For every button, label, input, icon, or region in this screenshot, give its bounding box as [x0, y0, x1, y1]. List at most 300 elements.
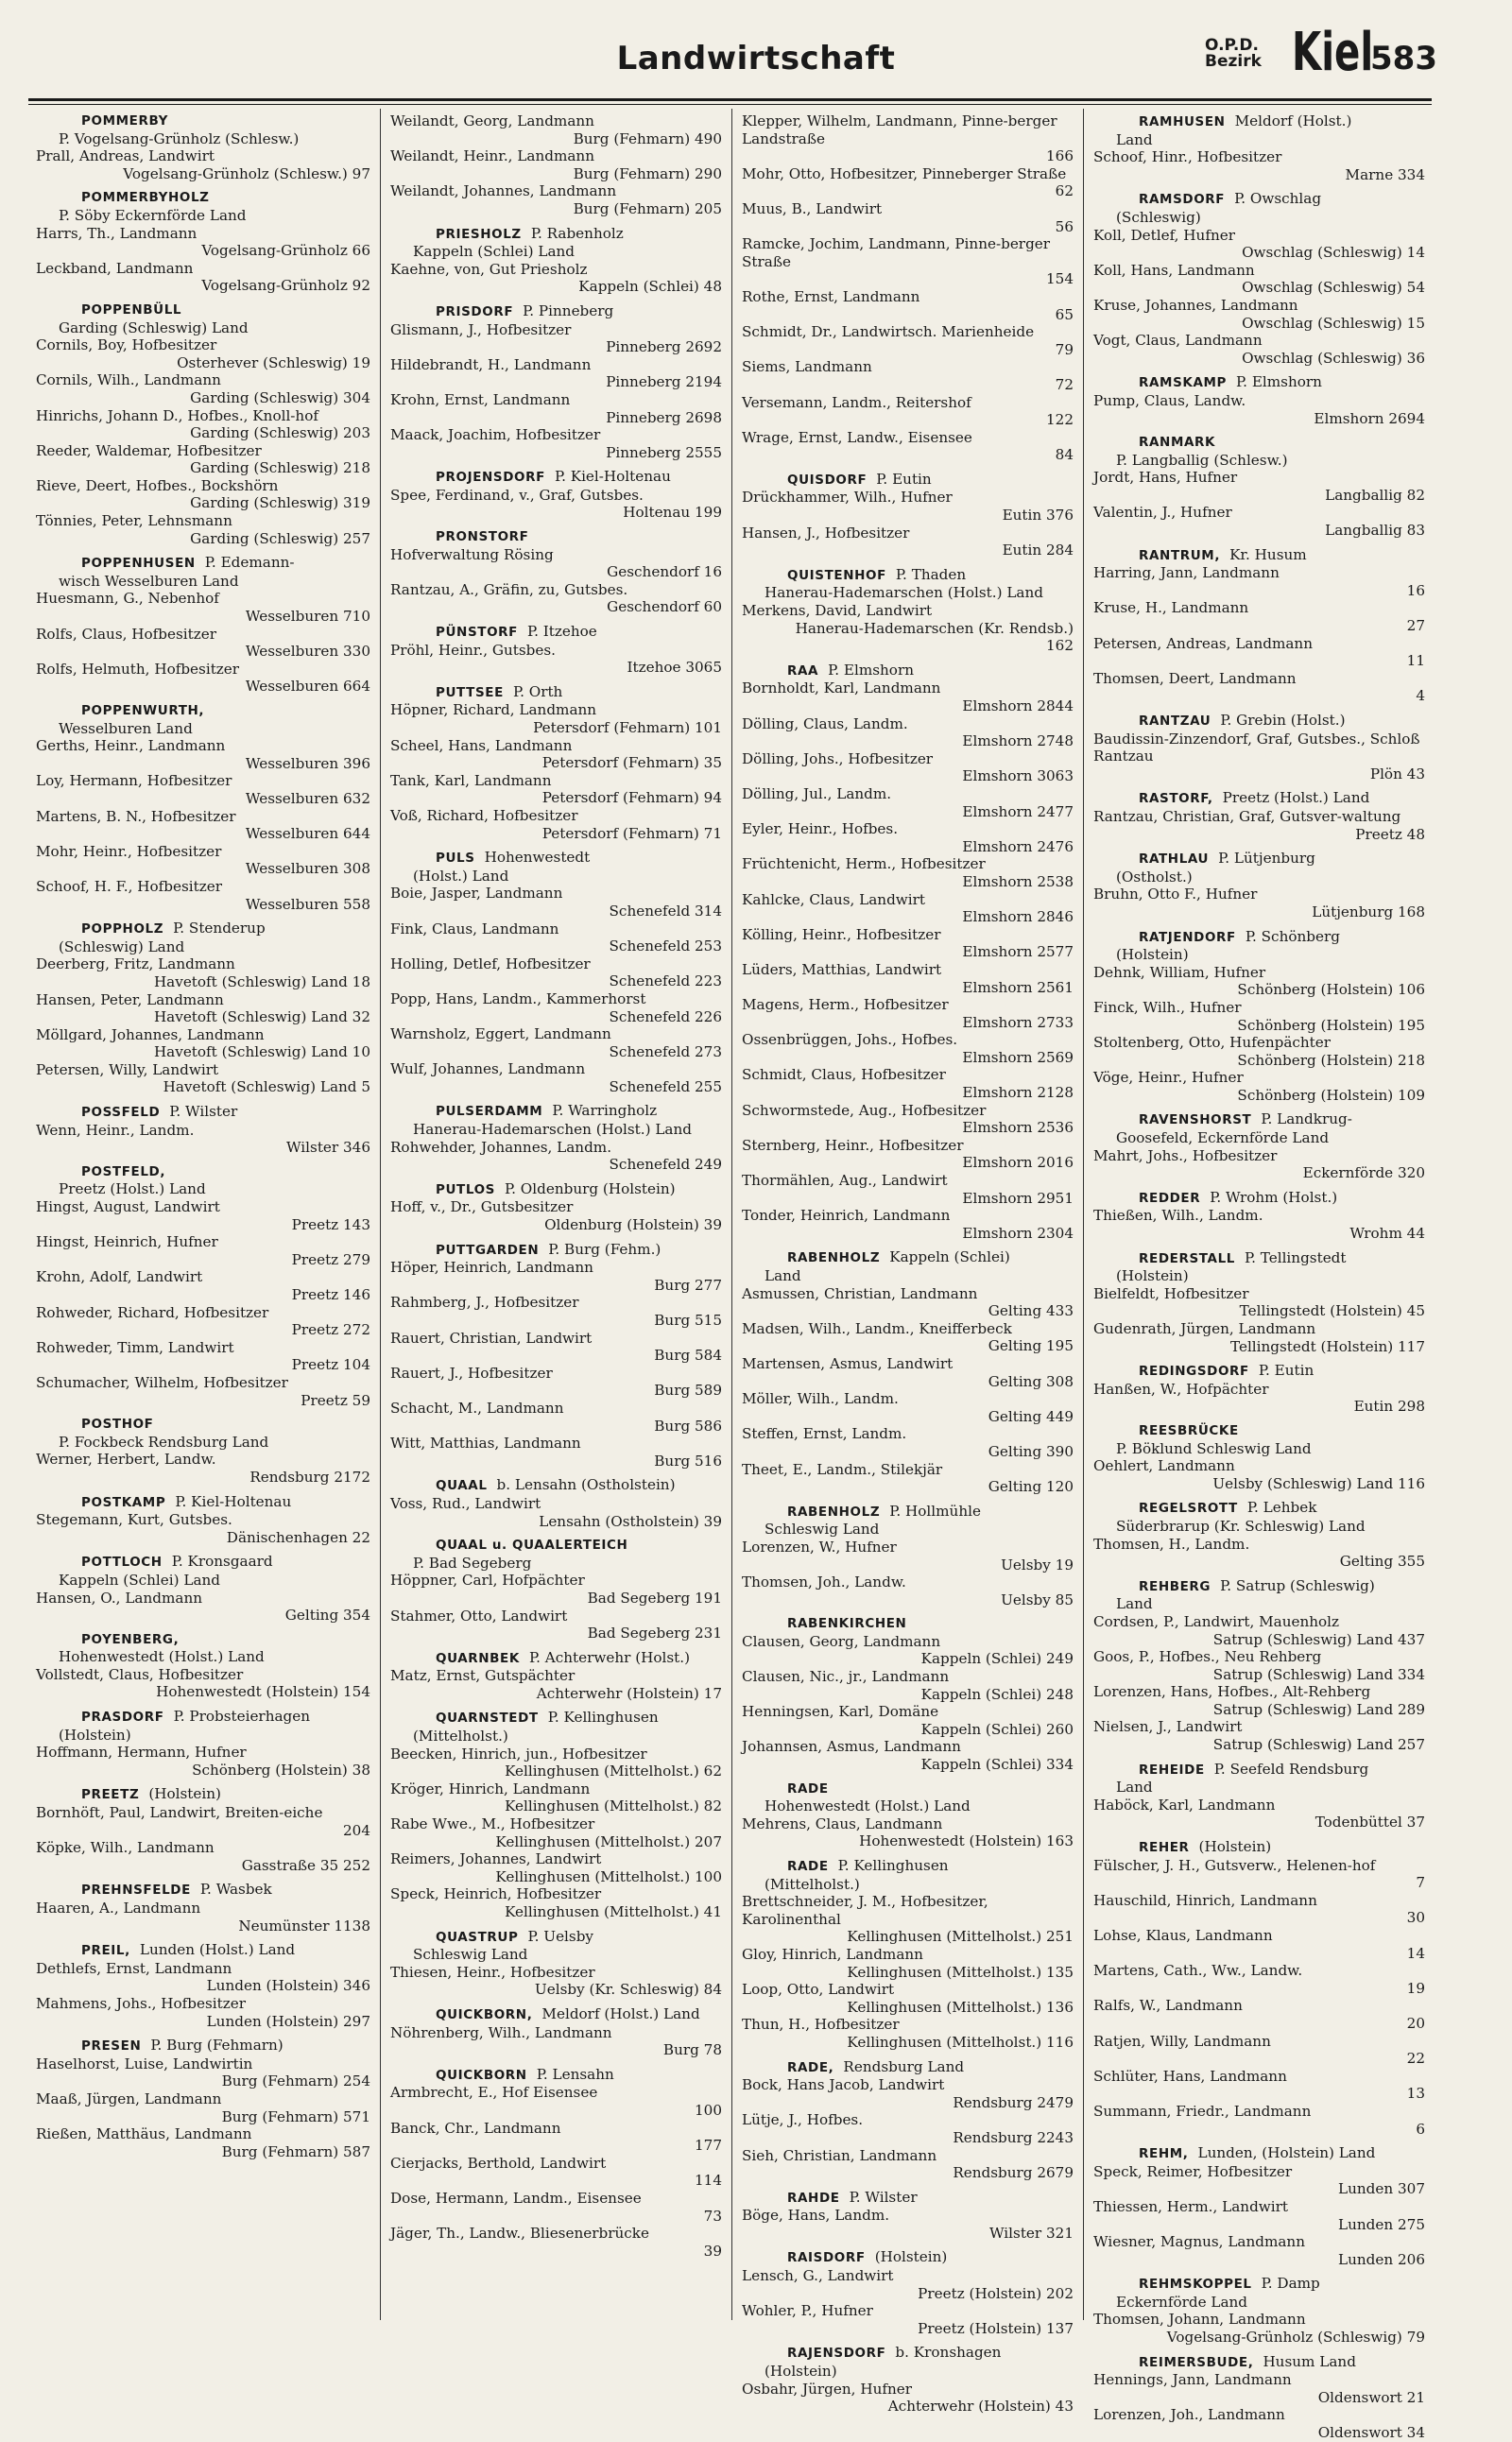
entry-address: 79 [1055, 340, 1074, 358]
entry-name: Deerberg, Fritz, Landmann [36, 955, 235, 973]
entry-address: Wilster 346 [285, 1139, 370, 1157]
place-section [1093, 434, 1425, 540]
entry-address: Havetoft (Schleswig) Land 5 [163, 1078, 370, 1096]
entry-address: Itzehoe 3065 [627, 659, 722, 677]
place-postal: P. Wrohm (Holst.) [1210, 1188, 1338, 1206]
directory-entry [390, 356, 722, 391]
entry-name: Haaren, A., Landmann [36, 1900, 201, 1917]
directory-entry [390, 1885, 722, 1920]
place-name: RAJENSDORF [787, 2346, 886, 2362]
place-postal: P. Itzehoe [526, 623, 597, 641]
entry-name: Lorenzen, W., Hufner [742, 1538, 897, 1556]
place-name: RANTZAU [1139, 714, 1211, 729]
place-name: POYENBERG, [81, 1631, 180, 1647]
place-name: PREETZ [81, 1787, 140, 1803]
entry-name: Martens, Cath., Ww., Landw. [1093, 1962, 1303, 1980]
entry-address: 73 [703, 2207, 722, 2225]
place-section [1093, 2353, 1425, 2442]
entry-address: Preetz (Holstein) 202 [918, 2284, 1074, 2302]
entry-address: Gelting 354 [284, 1607, 370, 1625]
entry-address: Schenefeld 253 [609, 937, 722, 955]
entry-name: Haselhorst, Luise, Landwirtin [36, 2055, 253, 2072]
entry-name: Schoof, Hinr., Hofbesitzer [1093, 148, 1282, 166]
directory-entry [390, 2024, 722, 2059]
entry-name: Leckband, Landmann [36, 259, 194, 277]
directory-entry [742, 489, 1074, 524]
entry-name: Clausen, Georg, Landmann [742, 1632, 941, 1650]
entry-address: Holtenau 199 [623, 504, 722, 522]
place-section [1093, 1499, 1425, 1570]
place-section [742, 1248, 1074, 1495]
place-postal: Husum Land [1263, 2352, 1356, 2370]
entry-name: Kaehne, von, Gut Priesholz [390, 260, 588, 278]
place-heading [36, 1631, 370, 1649]
place-heading [36, 1941, 370, 1960]
entry-name: Steffen, Ernst, Landm. [742, 1425, 907, 1443]
entry-name: Martensen, Asmus, Landwirt [742, 1354, 954, 1372]
entry-name: Theet, E., Landm., Stilekjär [742, 1460, 943, 1478]
entry-name: Baudissin-Zinzendorf, Graf, Gutsbes., Schloß Rantzau [1093, 730, 1420, 765]
entry-name: Asmussen, Christian, Landmann [742, 1284, 978, 1302]
entry-address: Schönberg (Holstein) 195 [1237, 1016, 1425, 1034]
entry-name: Jordt, Hans, Hufner [1093, 469, 1238, 487]
entry-address: Preetz 143 [291, 1215, 370, 1233]
entry-address: 122 [1046, 411, 1074, 429]
place-name: REHBERG [1139, 1578, 1211, 1594]
directory-entry [742, 1172, 1074, 1207]
district-city: Kiel [1292, 22, 1374, 83]
entry-name: Koll, Detlef, Hufner [1093, 226, 1235, 244]
entry-address: Bad Segeberg 231 [587, 1625, 722, 1642]
entry-name: Beecken, Hinrich, jun., Hofbesitzer [390, 1745, 647, 1763]
directory-entry [390, 112, 722, 147]
directory-entry [742, 715, 1074, 750]
directory-entry [36, 336, 370, 371]
entry-name: Clausen, Nic., jr., Landmann [742, 1668, 950, 1686]
entry-address: Kellinghusen (Mittelholst.) 116 [847, 2033, 1074, 2051]
place-section [742, 471, 1074, 559]
directory-column [380, 109, 731, 2320]
entry-address: Elmshorn 2694 [1314, 409, 1425, 427]
place-heading [1093, 850, 1425, 868]
place-heading [390, 302, 722, 321]
place-name: RADE, [787, 2059, 834, 2075]
header-rule [28, 98, 1432, 101]
directory-entry [36, 1804, 370, 1839]
place-name: REIMERSBUDE, [1139, 2354, 1254, 2370]
place-name: QUICKBORN, [436, 2006, 533, 2022]
directory-entry [36, 512, 370, 547]
place-name: RAVENSHORST [1139, 1112, 1252, 1128]
entry-address: 13 [1406, 2085, 1425, 2103]
entry-name: Thun, H., Hofbesitzer [742, 2016, 900, 2034]
place-section [390, 849, 722, 1095]
entry-name: Gerths, Heinr., Landmann [36, 737, 226, 755]
entry-name: Fülscher, J. H., Gutsverw., Helenen-hof [1093, 1856, 1376, 1874]
entry-address: Lunden (Holstein) 346 [206, 1977, 370, 1995]
entry-name: Finck, Wilh., Hufner [1093, 998, 1242, 1016]
place-postal: P. Lehbek [1246, 1499, 1317, 1517]
entry-address: 14 [1406, 1944, 1425, 1962]
place-location: Hanerau-Hademarschen (Holst.) Land [765, 584, 1043, 602]
directory-entry [1093, 1320, 1425, 1355]
place-location: (Mittelholst.) [765, 1875, 860, 1893]
directory-entry [36, 1451, 370, 1486]
directory-entry [36, 1960, 370, 1995]
place-name: PREIL, [81, 1943, 130, 1959]
place-postal: (Holstein) [148, 1785, 221, 1803]
directory-entry [1093, 1927, 1425, 1962]
directory-entry [1093, 1962, 1425, 1997]
entry-name: Thomsen, Deert, Landmann [1093, 669, 1297, 687]
place-heading [390, 2005, 722, 2024]
entry-address: Elmshorn 2577 [962, 943, 1074, 961]
place-section [36, 301, 370, 547]
entry-name: Lütje, J., Hofbes. [742, 2111, 864, 2129]
place-section [36, 1941, 370, 2030]
entry-address: 84 [1055, 446, 1074, 464]
place-postal: Meldorf (Holst.) [1234, 112, 1352, 129]
entry-name: Scheel, Hans, Landmann [390, 736, 573, 754]
place-section [742, 1503, 1074, 1609]
directory-entry [742, 235, 1074, 288]
entry-name: Rothe, Ernst, Landmann [742, 287, 920, 305]
place-section [390, 1649, 722, 1703]
entry-name: Voss, Rud., Landwirt [390, 1494, 541, 1512]
directory-entry [742, 996, 1074, 1031]
place-heading [742, 2058, 1074, 2077]
entry-address: Elmshorn 2128 [962, 1084, 1074, 1102]
directory-entry [1093, 1648, 1425, 1683]
directory-entry [742, 1539, 1074, 1574]
entry-address: Schönberg (Holstein) 38 [192, 1761, 370, 1779]
place-location: (Ostholst.) [1116, 868, 1193, 886]
entry-address: Lunden 206 [1338, 2250, 1425, 2268]
directory-entry [36, 843, 370, 878]
place-heading [1093, 1249, 1425, 1268]
entry-address: Dänischenhagen 22 [226, 1528, 370, 1546]
entry-address: Burg (Fehmarn) 290 [573, 164, 722, 182]
place-heading [1093, 789, 1425, 808]
directory-entry [390, 1330, 722, 1365]
directory-entry [742, 855, 1074, 890]
entry-address: Vogelsang-Grünholz 66 [201, 242, 370, 260]
entry-name: Klepper, Wilhelm, Landmann, Pinne-berger Landstraße [742, 112, 1057, 147]
directory-entry [742, 1031, 1074, 1066]
entry-address: Garding (Schleswig) 319 [190, 494, 370, 512]
place-section [1093, 789, 1425, 843]
entry-address: Kellinghusen (Mittelholst.) 207 [495, 1832, 722, 1850]
entry-name: Kölling, Heinr., Hofbesitzer [742, 925, 941, 943]
place-heading [1093, 373, 1425, 392]
entry-name: Voß, Richard, Hofbesitzer [390, 806, 578, 824]
place-postal: P. Satrup (Schleswig) [1220, 1576, 1375, 1594]
entry-name: Martens, B. N., Hofbesitzer [36, 807, 236, 825]
place-name: PREHNSFELDE [81, 1883, 191, 1899]
place-heading [742, 1615, 1074, 1633]
entry-address: Kappeln (Schlei) 260 [920, 1720, 1074, 1738]
entry-name: Ossenbrüggen, Johs., Hofbes. [742, 1031, 958, 1049]
entry-name: Thomsen, Joh., Landw. [742, 1574, 906, 1591]
place-heading [742, 1780, 1074, 1798]
place-heading [1093, 2144, 1425, 2163]
place-location: Schleswig Land [765, 1521, 880, 1539]
entry-name: Witt, Matthias, Landmann [390, 1435, 581, 1453]
place-name: QUAAL u. QUAALERTEICH [436, 1538, 628, 1554]
directory-entry [1093, 635, 1425, 670]
place-location: Hohenwestedt (Holst.) Land [765, 1797, 971, 1815]
entry-name: Nöhrenberg, Wilh., Landmann [390, 2023, 612, 2041]
entry-name: Boie, Jasper, Landmann [390, 885, 563, 903]
place-heading [36, 1163, 370, 1181]
entry-address: Burg (Fehmarn) 254 [221, 2072, 370, 2090]
directory-entry [36, 737, 370, 772]
directory-entry [390, 182, 722, 217]
opd-line-1: O.P.D. [1205, 36, 1259, 55]
entry-address: Burg 586 [654, 1417, 722, 1435]
entry-name: Schlüter, Hans, Landmann [1093, 2067, 1287, 2085]
place-section [390, 683, 722, 842]
place-name: RANMARK [1139, 435, 1216, 451]
entry-name: Brettschneider, J. M., Hofbesitzer, Karolinenthal [742, 1893, 988, 1928]
place-heading [390, 1537, 722, 1555]
opd-line-2: Bezirk [1205, 52, 1262, 71]
entry-name: Glismann, J., Hofbesitzer [390, 320, 572, 338]
directory-entry [742, 1703, 1074, 1738]
place-postal: P. Kiel-Holtenau [175, 1492, 292, 1510]
place-name: REDERSTALL [1139, 1250, 1235, 1266]
place-postal: P. Burg (Fehmarn) [150, 2037, 284, 2055]
entry-address: Kappeln (Schlei) 248 [920, 1685, 1074, 1703]
place-location: P. Böklund Schleswig Land [1116, 1439, 1312, 1457]
place-name: REGELSROTT [1139, 1501, 1238, 1517]
place-section [390, 1476, 722, 1530]
directory-entry [390, 487, 722, 522]
place-section [1093, 190, 1425, 367]
place-heading [36, 1493, 370, 1512]
entry-address: Burg 516 [654, 1452, 722, 1470]
entry-name: Schmidt, Dr., Landwirtsch. Marienheide [742, 323, 1035, 341]
directory-entry [742, 1738, 1074, 1773]
directory-entry [742, 1815, 1074, 1850]
directory-entry [742, 1390, 1074, 1425]
place-section [390, 1102, 722, 1173]
place-name: QUAAL [436, 1478, 488, 1494]
entry-name: Schwormstede, Aug., Hofbesitzer [742, 1101, 987, 1119]
entry-address: Schönberg (Holstein) 218 [1237, 1051, 1425, 1069]
place-name: REHM, [1139, 2146, 1189, 2162]
entry-address: Kellinghusen (Mittelholst.) 100 [495, 1867, 722, 1885]
directory-entry [390, 426, 722, 461]
directory-entry [36, 225, 370, 260]
directory-entry [1093, 1997, 1425, 2032]
place-location: (Holstein) [765, 2363, 837, 2381]
directory-entry [36, 477, 370, 512]
entry-address: Achterwehr (Holstein) 17 [536, 1684, 722, 1702]
entry-address: 177 [695, 2137, 722, 2155]
entry-address: Lütjenburg 168 [1312, 903, 1425, 920]
directory-columns [28, 109, 1435, 2442]
directory-entry [36, 1304, 370, 1339]
place-heading [1093, 112, 1425, 131]
directory-entry [36, 1198, 370, 1233]
directory-entry [742, 1981, 1074, 2016]
entry-name: Hildebrandt, H., Landmann [390, 355, 592, 373]
place-section [742, 1615, 1074, 1773]
place-heading [390, 1241, 722, 1260]
directory-entry [36, 590, 370, 625]
directory-entry [742, 602, 1074, 655]
directory-entry [742, 323, 1074, 358]
directory-entry [390, 1495, 722, 1530]
directory-entry [742, 1574, 1074, 1608]
place-name: RABENHOLZ [787, 1504, 881, 1520]
place-location: Schleswig Land [413, 1946, 528, 1964]
entry-name: Thomsen, H., Landm. [1093, 1535, 1250, 1553]
entry-address: Garding (Schleswig) 304 [190, 388, 370, 406]
place-location: (Mittelholst.) [413, 1728, 508, 1746]
entry-address: Satrup (Schleswig) Land 334 [1212, 1665, 1425, 1683]
entry-name: Holling, Detlef, Hofbesitzer [390, 954, 591, 972]
entry-name: Cordsen, P., Landwirt, Mauenholz [1093, 1612, 1340, 1630]
directory-entry [390, 1294, 722, 1329]
entry-address: Todenbüttel 37 [1314, 1814, 1425, 1832]
place-heading [390, 1180, 722, 1199]
entry-name: Stegemann, Kurt, Gutsbes. [36, 1511, 232, 1529]
place-location: Hanerau-Hademarschen (Holst.) Land [413, 1121, 692, 1139]
entry-address: Gelting 120 [988, 1478, 1074, 1496]
entry-name: Matz, Ernst, Gutspächter [390, 1667, 576, 1685]
entry-name: Bielfeldt, Hofbesitzer [1093, 1284, 1249, 1302]
entry-address: Rendsburg 2679 [953, 2164, 1074, 2182]
place-postal: P. Landkrug- [1261, 1110, 1352, 1128]
place-name: REDINGSDORF [1139, 1364, 1249, 1380]
entry-address: Preetz 48 [1355, 825, 1425, 843]
entry-name: Tonder, Heinrich, Landmann [742, 1207, 951, 1225]
place-heading [390, 1476, 722, 1495]
place-name: POPPENBÜLL [81, 301, 182, 318]
place-name: RATJENDORF [1139, 929, 1236, 945]
place-section [1093, 712, 1425, 782]
entry-name: Tönnies, Peter, Lehnsmann [36, 512, 232, 530]
entry-address: Preetz 146 [291, 1286, 370, 1303]
place-postal: P. Kellinghusen [547, 1709, 659, 1727]
place-section [390, 302, 722, 461]
place-section [36, 554, 370, 696]
place-name: RASTORF, [1139, 791, 1213, 807]
directory-entry [1093, 1457, 1425, 1492]
entry-name: Petersen, Willy, Landwirt [36, 1060, 219, 1078]
place-name: RATHLAU [1139, 851, 1210, 868]
entry-name: Lohse, Klaus, Landmann [1093, 1927, 1273, 1944]
entry-name: Armbrecht, E., Hof Eisensee [390, 2084, 598, 2102]
entry-address: Marne 334 [1345, 165, 1425, 183]
directory-entry [1093, 504, 1425, 539]
place-heading [1093, 1838, 1425, 1857]
entry-name: Vollstedt, Claus, Hofbesitzer [36, 1665, 244, 1683]
place-heading [1093, 1499, 1425, 1518]
entry-name: Maaß, Jürgen, Landmann [36, 2089, 222, 2107]
entry-address: Hanerau-Hademarschen (Kr. Rendsb.) 162 [795, 619, 1074, 655]
directory-entry [390, 2190, 722, 2225]
entry-name: Hanßen, W., Hofpächter [1093, 1380, 1269, 1398]
directory-entry [742, 358, 1074, 393]
entry-name: Höppner, Carl, Hofpächter [390, 1572, 585, 1590]
place-postal: P. Grebin (Holst.) [1220, 712, 1346, 729]
entry-address: Preetz 59 [301, 1391, 370, 1409]
place-location: Goosefeld, Eckernförde Land [1116, 1129, 1330, 1147]
entry-address: Havetoft (Schleswig) Land 32 [153, 1008, 370, 1026]
entry-name: Krohn, Ernst, Landmann [390, 390, 571, 408]
entry-name: Popp, Hans, Landm., Kammerhorst [390, 989, 646, 1007]
place-section [36, 1553, 370, 1624]
entry-address: Burg 78 [662, 2041, 722, 2059]
directory-entry [742, 785, 1074, 820]
place-heading [1093, 1577, 1425, 1596]
entry-name: Pröhl, Heinr., Gutsbes. [390, 641, 557, 659]
place-name: POTTLOCH [81, 1555, 163, 1571]
place-postal: P. Kiel-Holtenau [554, 468, 671, 486]
directory-entry [742, 1355, 1074, 1390]
entry-name: Sternberg, Heinr., Hofbesitzer [742, 1136, 964, 1154]
directory-entry [36, 1374, 370, 1409]
entry-address: Petersdorf (Fehmarn) 101 [533, 719, 722, 736]
place-heading [36, 702, 370, 720]
place-location: P. Langballig (Schlesw.) [1116, 451, 1288, 469]
entry-address: Gasstraße 35 252 [241, 1856, 370, 1874]
place-heading [36, 2037, 370, 2055]
entry-address: Oldenswort 34 [1317, 2424, 1425, 2442]
directory-entry [390, 1259, 722, 1294]
entry-address: Achterwehr (Holstein) 43 [887, 2398, 1074, 2416]
directory-entry [36, 1026, 370, 1061]
directory-entry [742, 1320, 1074, 1355]
place-name: PUTLOS [436, 1181, 495, 1197]
entry-name: Osbahr, Jürgen, Hufner [742, 2380, 913, 2398]
entry-name: Merkens, David, Landwirt [742, 602, 933, 620]
entry-name: Wulf, Johannes, Landmann [390, 1060, 586, 1078]
directory-entry [742, 429, 1074, 464]
entry-address: Burg (Fehmarn) 490 [573, 129, 722, 147]
place-heading [742, 471, 1074, 490]
entry-address: Elmshorn 2951 [962, 1189, 1074, 1207]
directory-entry [390, 1060, 722, 1095]
entry-address: Petersdorf (Fehmarn) 35 [541, 754, 722, 772]
directory-entry [742, 288, 1074, 323]
entry-address: Lensahn (Ostholstein) 39 [539, 1512, 722, 1530]
entry-name: Pump, Claus, Landw. [1093, 391, 1246, 409]
directory-entry [1093, 1683, 1425, 1718]
place-section [1093, 1249, 1425, 1356]
directory-entry [390, 1198, 722, 1233]
place-section [742, 566, 1074, 655]
directory-entry [742, 891, 1074, 926]
entry-name: Cornils, Wilh., Landmann [36, 371, 221, 389]
entry-address: Gelting 449 [988, 1407, 1074, 1425]
place-section [1093, 2275, 1425, 2346]
entry-address: 166 [1046, 147, 1074, 165]
place-postal: Kr. Husum [1229, 545, 1307, 563]
directory-entry [36, 442, 370, 477]
place-section [390, 2066, 722, 2261]
entry-address: Schenefeld 226 [609, 1007, 722, 1025]
place-heading [36, 1103, 370, 1122]
directory-entry [1093, 227, 1425, 262]
place-postal: P. Uelsby [527, 1927, 594, 1945]
entry-name: Reimers, Johannes, Landwirt [390, 1850, 602, 1868]
entry-address: Wesselburen 632 [245, 789, 370, 807]
entry-address: Uelsby 85 [1001, 1591, 1074, 1608]
